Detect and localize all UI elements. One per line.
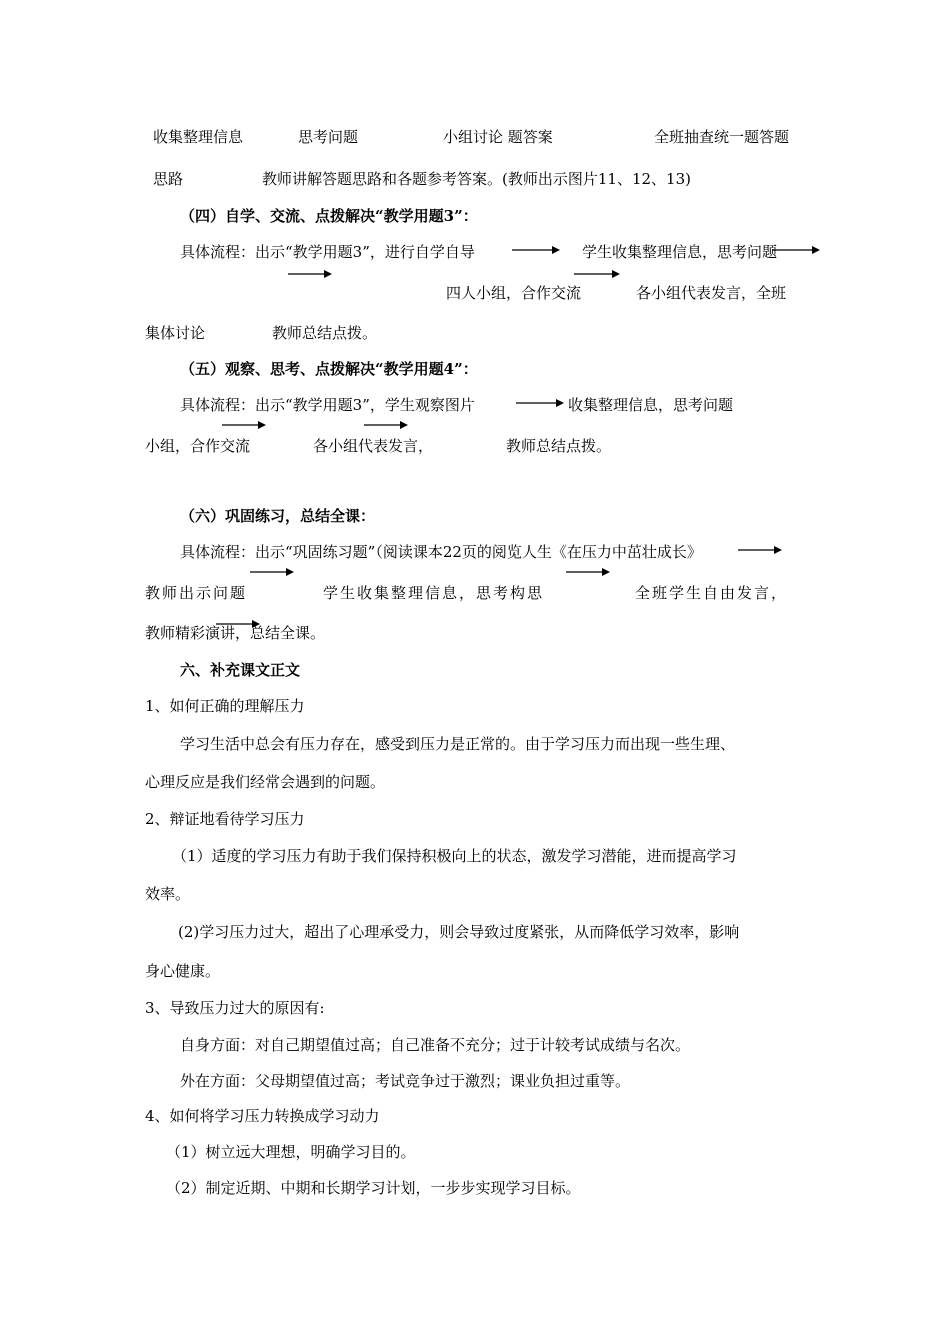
section-heading: （六）巩固练习，总结全课： (180, 507, 376, 525)
flow-text: 教师精彩演讲，总结全课。 (145, 624, 326, 642)
flow-text: 学生收集整理信息，思考问题 (582, 243, 778, 261)
paragraph: 效率。 (145, 885, 191, 903)
flow-step: 小组讨论 题答案 (443, 128, 553, 146)
paragraph: 身心健康。 (145, 962, 221, 980)
flow-step: 思路 (153, 170, 184, 188)
paragraph: （1）适度的学习压力有助于我们保持积极向上的状态，激发学习潜能，进而提高学习 (172, 847, 737, 865)
arrow-icon (288, 268, 332, 280)
flow-text: 学生收集整理信息，思考构思 (323, 584, 545, 602)
arrow-icon (512, 244, 560, 256)
section-heading: （五）观察、思考、点拨解决“教学用题4”： (180, 360, 478, 378)
paragraph: (2)学习压力过大，超出了心理承受力，则会导致过度紧张，从而降低学习效率，影响 (178, 923, 740, 941)
flow-text: 教师出示问题 (145, 584, 248, 602)
flow-text: 教师总结点拨。 (272, 324, 378, 342)
arrow-icon (738, 544, 782, 556)
flow-text: 集体讨论 (145, 324, 206, 342)
arrow-icon (516, 397, 564, 409)
flow-text: 收集整理信息，思考问题 (568, 396, 734, 414)
paragraph: 自身方面：对自己期望值过高；自己准备不充分；过于计较考试成绩与名次。 (180, 1036, 691, 1054)
section-heading: 六、补充课文正文 (180, 661, 301, 679)
arrow-icon (574, 268, 620, 280)
arrow-icon (250, 566, 294, 578)
flow-step: 收集整理信息 (153, 128, 244, 146)
flow-text: 各小组代表发言， (313, 437, 434, 455)
paragraph: 心理反应是我们经常会遇到的问题。 (145, 773, 386, 791)
flow-text: 四人小组，合作交流 (446, 284, 582, 302)
flow-text: 具体流程：出示“巩固练习题”（阅读课本22页的阅览人生《在压力中茁壮成长》 (180, 543, 702, 561)
flow-text: 具体流程：出示“教学用题3”，学生观察图片 (180, 396, 475, 414)
item-title: 3、导致压力过大的原因有: (145, 999, 325, 1017)
item-title: 4、如何将学习压力转换成学习动力 (145, 1107, 380, 1125)
flow-step: 全班抽查统一题答题 (654, 128, 790, 146)
paragraph: （1）树立远大理想，明确学习目的。 (166, 1143, 416, 1161)
arrow-icon (364, 419, 408, 431)
section-heading: （四）自学、交流、点拨解决“教学用题3”： (180, 207, 478, 225)
paragraph: 外在方面：父母期望值过高；考试竞争过于激烈；课业负担过重等。 (180, 1072, 631, 1090)
flow-text: 各小组代表发言，全班 (636, 284, 787, 302)
flow-step: 思考问题 (298, 128, 359, 146)
paragraph: 学习生活中总会有压力存在，感受到压力是正常的。由于学习压力而出现一些生理、 (180, 735, 736, 753)
flow-text: 小组，合作交流 (145, 437, 251, 455)
item-title: 2、辩证地看待学习压力 (145, 810, 305, 828)
flow-text: 教师总结点拨。 (506, 437, 612, 455)
arrow-icon (222, 419, 266, 431)
arrow-icon (772, 244, 820, 256)
flow-step: 教师讲解答题思路和各题参考答案。(教师出示图片11、12、13) (262, 170, 691, 188)
arrow-icon (566, 566, 610, 578)
item-title: 1、如何正确的理解压力 (145, 697, 305, 715)
flow-text: 具体流程：出示“教学用题3”，进行自学自导 (180, 243, 475, 261)
paragraph: （2）制定近期、中期和长期学习计划，一步步实现学习目标。 (166, 1179, 581, 1197)
flow-text: 全班学生自由发言， (635, 584, 789, 602)
